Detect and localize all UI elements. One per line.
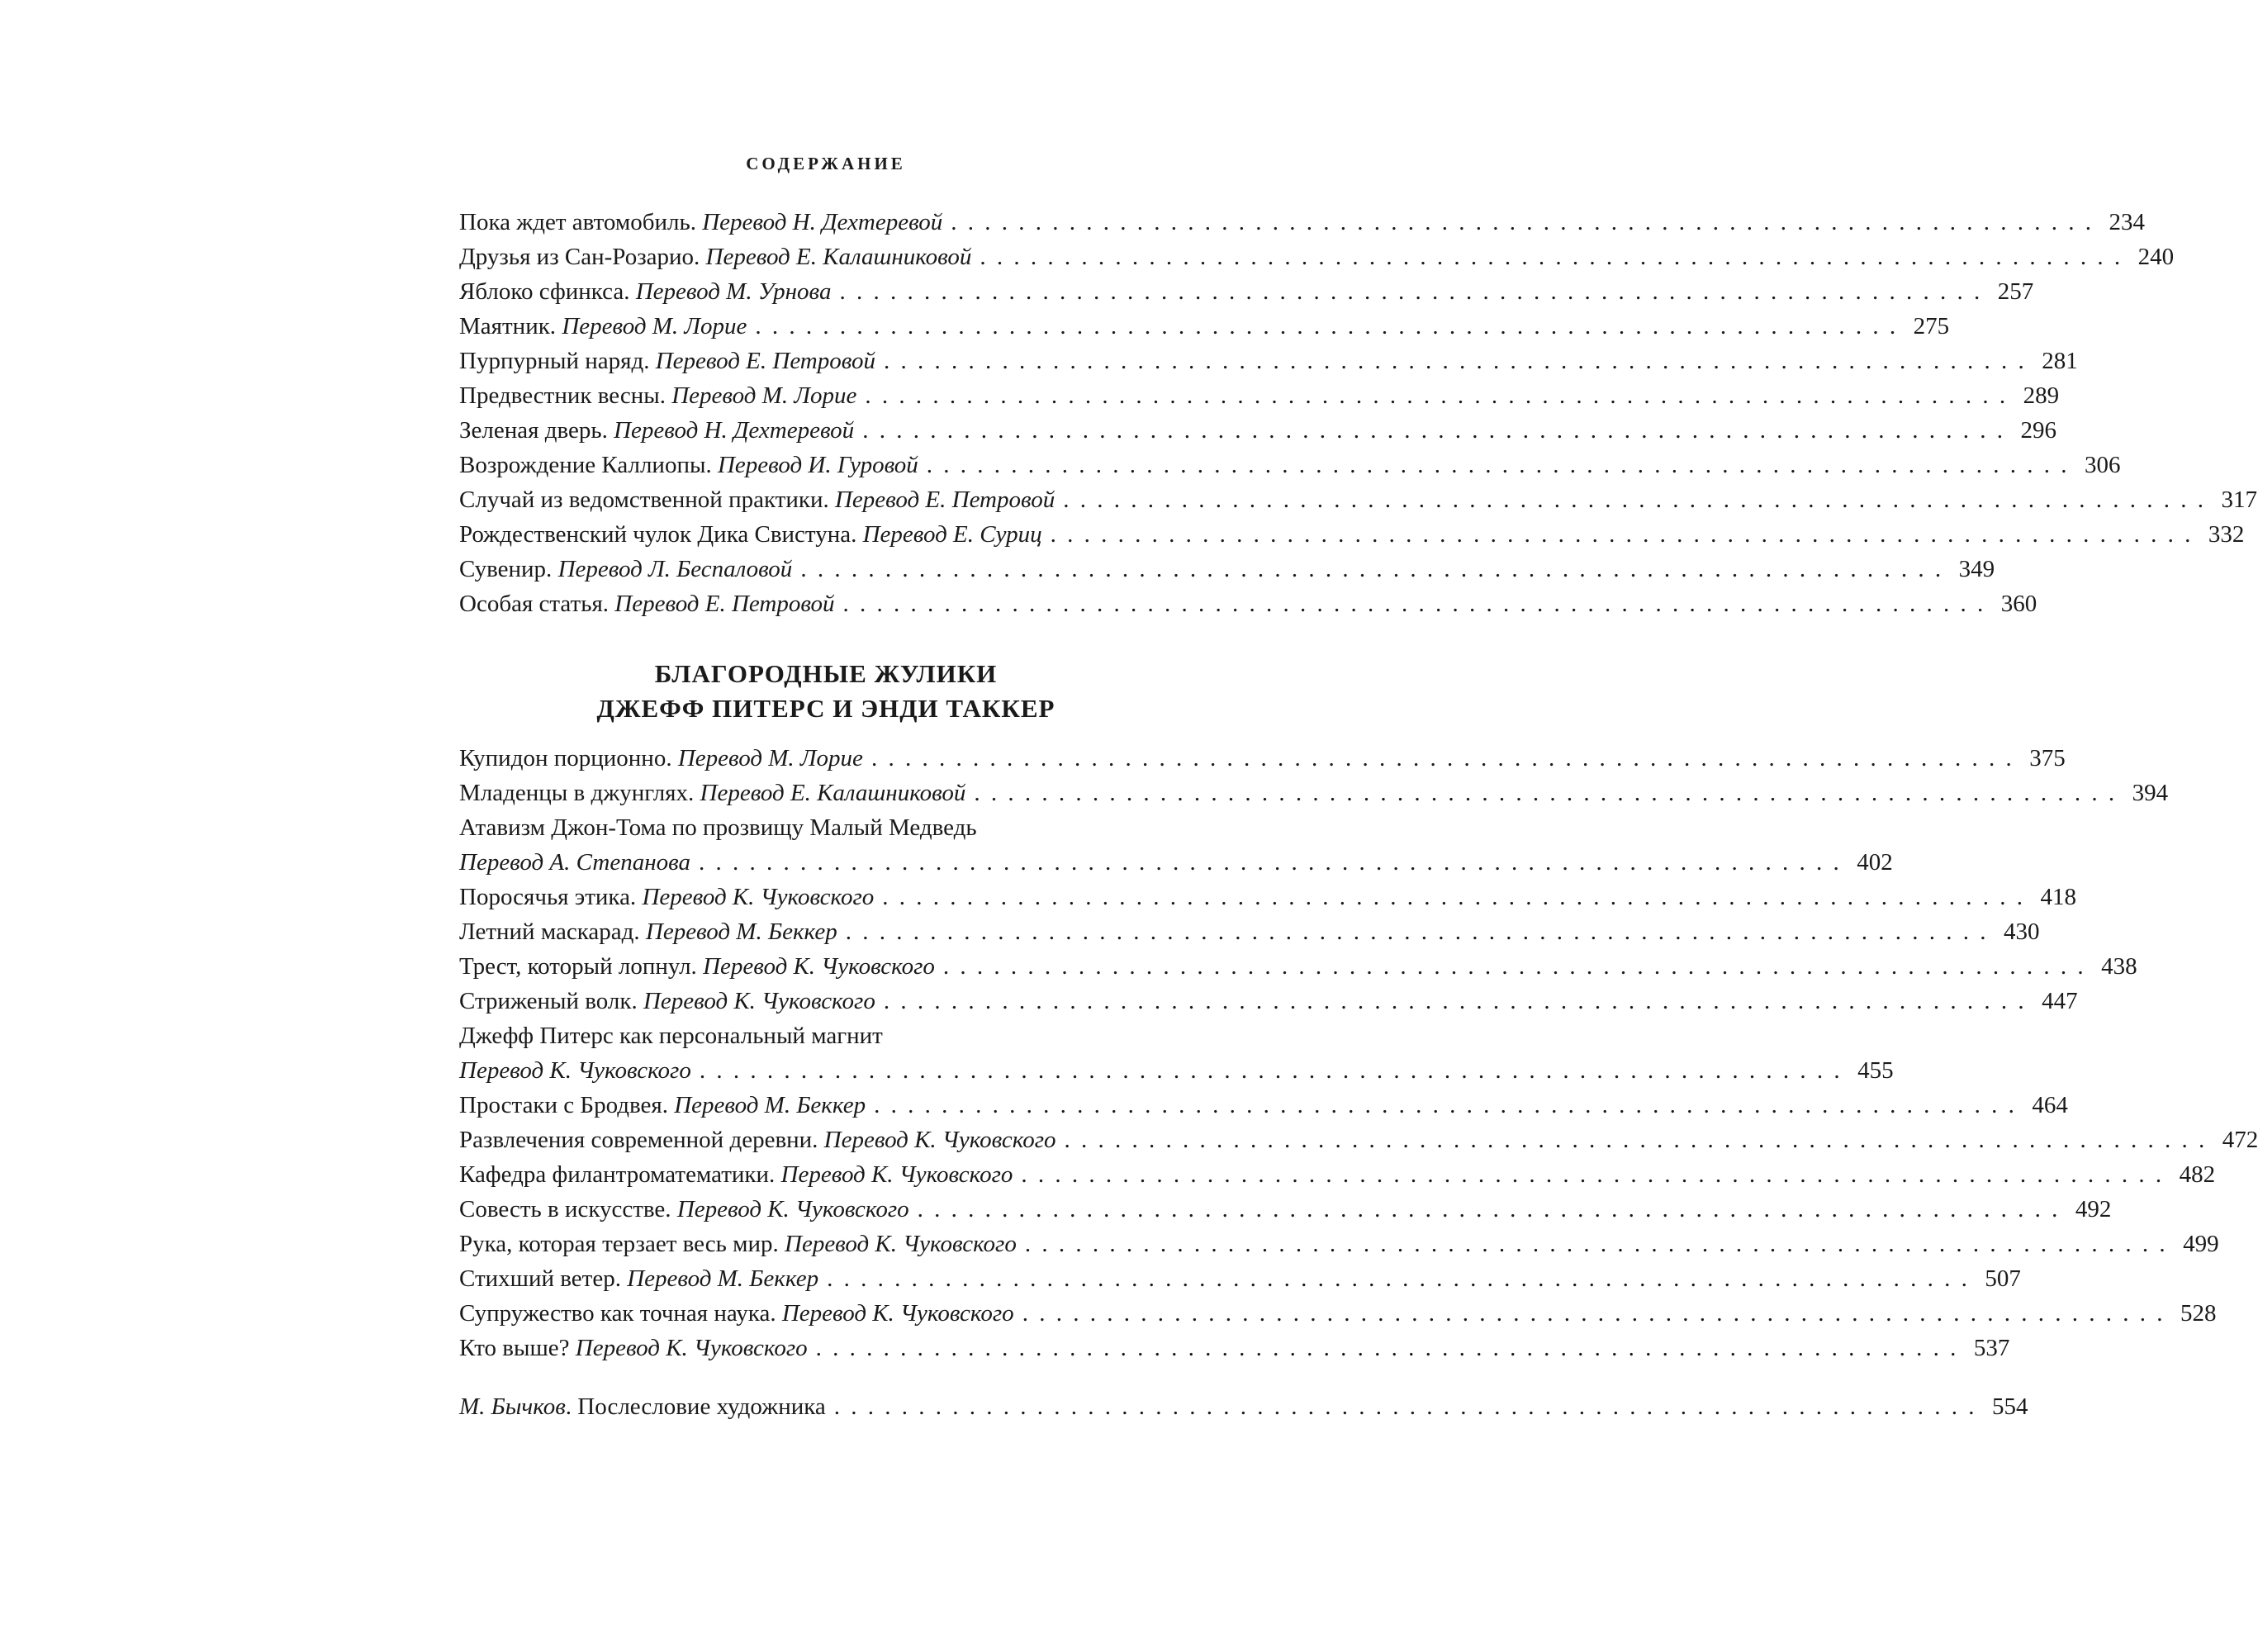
toc-entry [459, 205, 2146, 240]
entry-title: Особая статья. [459, 591, 610, 617]
entry-translator: Перевод К. Чуковского [676, 1196, 909, 1222]
entry-title: Купидон порционно. [459, 745, 672, 771]
entry-translator: Перевод К. Чуковского [642, 884, 875, 910]
entry-title: Сувенир. [459, 556, 553, 582]
entry-translator: Перевод Е. Суриц [862, 521, 1042, 548]
toc-entry [459, 741, 2066, 776]
toc-entry [459, 914, 2040, 949]
toc-entry [459, 776, 2169, 810]
toc-entry [459, 344, 2078, 378]
toc-entry-afterword [459, 1389, 2028, 1424]
entry-page: 234 [2109, 209, 2146, 235]
entry-title: Пурпурный наряд. [459, 348, 650, 374]
afterword-title: . Послесловие художника [565, 1393, 826, 1420]
leader-dots: . . . . . . . . . . . . . . . . . . . . . . . . . . . . . . . . . . . . . . . . . . . . . . . . . . . . . . . . . . . . . . . . . . . . [974, 780, 2118, 806]
entry-page: 296 [2020, 417, 2056, 444]
entry-title: Возрождение Каллиопы. [459, 452, 712, 478]
entry-translator: Перевод М. Урнова [635, 278, 832, 305]
entry-translator: Перевод Е. Петровой [655, 348, 875, 374]
toc-entry [459, 378, 2060, 413]
entry-title: Летний маскарад. [459, 919, 640, 945]
entry-translator: Перевод К. Чуковского [785, 1231, 1017, 1257]
toc-entry [459, 880, 2077, 914]
toc-entry [459, 1261, 2021, 1296]
section-heading-line-2: ДЖЕФФ ПИТЕРС И ЭНДИ ТАККЕР [596, 694, 1055, 723]
leader-dots: . . . . . . . . . . . . . . . . . . . . . . . . . . . . . . . . . . . . . . . . . . . . . . . . . . . . . . . . . . . . . . . . . . . . [1022, 1300, 2165, 1327]
entry-page: 537 [1973, 1335, 2010, 1361]
entry-page: 281 [2042, 348, 2078, 374]
toc-entry [459, 1053, 1894, 1088]
leader-dots: . . . . . . . . . . . . . . . . . . . . . . . . . . . . . . . . . . . . . . . . . . . . . . . . . . . . . . . . . . . . . . . . . . . . [800, 556, 1944, 582]
entry-page: 554 [1992, 1393, 2028, 1420]
entry-translator: Перевод А. Степанова [459, 849, 690, 876]
entry-page: 464 [2032, 1092, 2068, 1118]
entry-translator: Перевод Е. Петровой [834, 487, 1055, 513]
entry-title: Младенцы в джунглях. [459, 780, 695, 806]
leader-dots: . . . . . . . . . . . . . . . . . . . . . . . . . . . . . . . . . . . . . . . . . . . . . . . . . . . . . . . . . . . . . . . . . . . . [833, 1393, 1977, 1420]
entry-page: 472 [2222, 1127, 2258, 1153]
entry-title: Простаки с Бродвея. [459, 1092, 668, 1118]
entry-translator: Перевод Н. Дехтеревой [702, 209, 943, 235]
entry-translator: Перевод К. Чуковского [780, 1161, 1013, 1188]
leader-dots: . . . . . . . . . . . . . . . . . . . . . . . . . . . . . . . . . . . . . . . . . . . . . . . . . . . . . . . . . . . . . . . . . . . . [1021, 1161, 2165, 1188]
entry-page: 528 [2180, 1300, 2217, 1327]
toc-entry [459, 309, 1950, 344]
entry-page: 275 [1913, 313, 1950, 339]
entry-translator: Перевод М. Беккер [645, 919, 837, 945]
toc-entry [459, 845, 1893, 880]
entry-title: Кафедра филантроматематики. [459, 1161, 776, 1188]
entry-translator: Перевод Е. Петровой [614, 591, 835, 617]
leader-dots: . . . . . . . . . . . . . . . . . . . . . . . . . . . . . . . . . . . . . . . . . . . . . . . . . . . . . . . . . . . . . . . . . . . . [883, 348, 2027, 374]
toc-entry [459, 1331, 2010, 1365]
entry-translator: Перевод К. Чуковского [703, 953, 935, 980]
toc-entry [459, 482, 2257, 517]
entry-translator: Перевод К. Чуковского [823, 1127, 1056, 1153]
toc-entry [459, 586, 2037, 621]
toc-entry [459, 1088, 2068, 1123]
entry-page: 375 [2029, 745, 2066, 771]
entry-title: Рука, которая терзает весь мир. [459, 1231, 779, 1257]
entry-translator: Перевод К. Чуковского [781, 1300, 1014, 1327]
toc-entry-title-line [459, 810, 1262, 845]
toc-entry [459, 413, 2056, 448]
entry-page: 438 [2101, 953, 2137, 980]
entry-title: Кто выше? [459, 1335, 570, 1361]
entry-title: Развлечения современной деревни. [459, 1127, 818, 1153]
entry-title: Супружество как точная наука. [459, 1300, 776, 1327]
entry-page: 455 [1857, 1057, 1894, 1084]
leader-dots: . . . . . . . . . . . . . . . . . . . . . . . . . . . . . . . . . . . . . . . . . . . . . . . . . . . . . . . . . . . . . . . . . . . . [874, 1092, 2017, 1118]
entry-title: Поросячья этика. [459, 884, 637, 910]
toc-section-1 [459, 205, 2257, 621]
leader-dots: . . . . . . . . . . . . . . . . . . . . . . . . . . . . . . . . . . . . . . . . . . . . . . . . . . . . . . . . . . . . . . . . . . . . [926, 452, 2070, 478]
leader-dots: . . . . . . . . . . . . . . . . . . . . . . . . . . . . . . . . . . . . . . . . . . . . . . . . . . . . . . . . . . . . . . . . . . . . [980, 244, 2123, 270]
afterword-author: М. Бычков [459, 1393, 566, 1420]
entry-title: Предвестник весны. [459, 382, 666, 409]
entry-title: Рождественский чулок Дика Свистуна. [459, 521, 857, 548]
toc-entry [459, 1296, 2217, 1331]
entry-title: Трест, который лопнул. [459, 953, 697, 980]
section-heading [0, 657, 1652, 726]
entry-translator: Перевод И. Гуровой [717, 452, 918, 478]
entry-translator: Перевод М. Беккер [674, 1092, 866, 1118]
leader-dots: . . . . . . . . . . . . . . . . . . . . . . . . . . . . . . . . . . . . . . . . . . . . . . . . . . . . . . . . . . . . . . . . . . . . [839, 278, 1983, 305]
entry-page: 257 [1997, 278, 2034, 305]
entry-page: 507 [1985, 1265, 2021, 1292]
entry-page: 289 [2023, 382, 2060, 409]
entry-title: Зеленая дверь. [459, 417, 608, 444]
entry-translator: Перевод М. Лорие [671, 382, 857, 409]
leader-dots: . . . . . . . . . . . . . . . . . . . . . . . . . . . . . . . . . . . . . . . . . . . . . . . . . . . . . . . . . . . . . . . . . . . . [842, 591, 1986, 617]
leader-dots: . . . . . . . . . . . . . . . . . . . . . . . . . . . . . . . . . . . . . . . . . . . . . . . . . . . . . . . . . . . . . . . . . . . . [845, 919, 1989, 945]
entry-page: 492 [2075, 1196, 2112, 1222]
page-header: СОДЕРЖАНИЕ [746, 154, 906, 173]
toc-entry [459, 552, 1995, 586]
entry-title: Стихший ветер. [459, 1265, 621, 1292]
leader-dots: . . . . . . . . . . . . . . . . . . . . . . . . . . . . . . . . . . . . . . . . . . . . . . . . . . . . . . . . . . . . . . . . . . . . [951, 209, 2094, 235]
leader-dots: . . . . . . . . . . . . . . . . . . . . . . . . . . . . . . . . . . . . . . . . . . . . . . . . . . . . . . . . . . . . . . . . . . . . [865, 382, 2009, 409]
entry-page: 332 [2208, 521, 2245, 548]
toc-entry [459, 1192, 2112, 1227]
leader-dots: . . . . . . . . . . . . . . . . . . . . . . . . . . . . . . . . . . . . . . . . . . . . . . . . . . . . . . . . . . . . . . . . . . . . [755, 313, 1899, 339]
entry-translator: Перевод Е. Калашниковой [705, 244, 972, 270]
toc-entry [459, 1227, 2219, 1261]
leader-dots: . . . . . . . . . . . . . . . . . . . . . . . . . . . . . . . . . . . . . . . . . . . . . . . . . . . . . . . . . . . . . . . . . . . . [882, 884, 2026, 910]
leader-dots: . . . . . . . . . . . . . . . . . . . . . . . . . . . . . . . . . . . . . . . . . . . . . . . . . . . . . . . . . . . . . . . . . . . . [1063, 487, 2206, 513]
toc-entry [459, 517, 2245, 552]
entry-translator: Перевод М. Лорие [562, 313, 747, 339]
entry-title: Маятник. [459, 313, 557, 339]
toc-entry-title-line [459, 1018, 1262, 1053]
entry-translator: Перевод Л. Беспаловой [557, 556, 793, 582]
entry-translator: Перевод М. Лорие [677, 745, 863, 771]
entry-translator: Перевод К. Чуковского [643, 988, 875, 1014]
entry-title: Яблоко сфинкса. [459, 278, 630, 305]
leader-dots: . . . . . . . . . . . . . . . . . . . . . . . . . . . . . . . . . . . . . . . . . . . . . . . . . . . . . . . . . . . . . . . . . . . . [699, 1057, 1843, 1084]
entry-translator: Перевод К. Чуковского [575, 1335, 808, 1361]
entry-page: 430 [2003, 919, 2040, 945]
toc-entry [459, 984, 2078, 1018]
leader-dots: . . . . . . . . . . . . . . . . . . . . . . . . . . . . . . . . . . . . . . . . . . . . . . . . . . . . . . . . . . . . . . . . . . . . [862, 417, 2005, 444]
entry-title: Атавизм Джон-Тома по прозвищу Малый Медведь [459, 814, 977, 841]
entry-title: Совесть в искусстве. [459, 1196, 671, 1222]
leader-dots: . . . . . . . . . . . . . . . . . . . . . . . . . . . . . . . . . . . . . . . . . . . . . . . . . . . . . . . . . . . . . . . . . . . . [699, 849, 1842, 876]
leader-dots: . . . . . . . . . . . . . . . . . . . . . . . . . . . . . . . . . . . . . . . . . . . . . . . . . . . . . . . . . . . . . . . . . . . . [870, 745, 2014, 771]
section-heading-line-1: БЛАГОРОДНЫЕ ЖУЛИКИ [654, 659, 998, 688]
toc-entry [459, 949, 2137, 984]
leader-dots: . . . . . . . . . . . . . . . . . . . . . . . . . . . . . . . . . . . . . . . . . . . . . . . . . . . . . . . . . . . . . . . . . . . . [883, 988, 2027, 1014]
toc-entry [459, 448, 2121, 482]
leader-dots: . . . . . . . . . . . . . . . . . . . . . . . . . . . . . . . . . . . . . . . . . . . . . . . . . . . . . . . . . . . . . . . . . . . . [1064, 1127, 2208, 1153]
leader-dots: . . . . . . . . . . . . . . . . . . . . . . . . . . . . . . . . . . . . . . . . . . . . . . . . . . . . . . . . . . . . . . . . . . . . [1050, 521, 2194, 548]
leader-dots: . . . . . . . . . . . . . . . . . . . . . . . . . . . . . . . . . . . . . . . . . . . . . . . . . . . . . . . . . . . . . . . . . . . . [942, 953, 2086, 980]
entry-page: 402 [1857, 849, 1893, 876]
entry-page: 306 [2085, 452, 2121, 478]
entry-title: Джефф Питерс как персональный магнит [459, 1023, 883, 1049]
entry-page: 482 [2179, 1161, 2216, 1188]
entry-title: Стриженый волк. [459, 988, 638, 1014]
entry-translator: Перевод К. Чуковского [459, 1057, 691, 1084]
entry-translator: Перевод М. Беккер [627, 1265, 819, 1292]
entry-page: 349 [1958, 556, 1995, 582]
entry-page: 360 [2000, 591, 2037, 617]
entry-title: Случай из ведомственной практики. [459, 487, 829, 513]
entry-page: 499 [2183, 1231, 2219, 1257]
toc-entry [459, 1157, 2216, 1192]
entry-page: 240 [2137, 244, 2175, 270]
entry-title: Пока ждет автомобиль. [459, 209, 696, 235]
leader-dots: . . . . . . . . . . . . . . . . . . . . . . . . . . . . . . . . . . . . . . . . . . . . . . . . . . . . . . . . . . . . . . . . . . . . [827, 1265, 1970, 1292]
entry-page: 317 [2221, 487, 2257, 513]
entry-page: 418 [2040, 884, 2077, 910]
entry-translator: Перевод Н. Дехтеревой [614, 417, 855, 444]
toc-entry [459, 1123, 2258, 1157]
toc-entry [459, 240, 2175, 274]
entry-translator: Перевод Е. Калашниковой [700, 780, 966, 806]
entry-title: Друзья из Сан-Розарио. [459, 244, 700, 270]
entry-page: 394 [2132, 780, 2169, 806]
toc-afterword [459, 1389, 2028, 1424]
toc-section-2 [459, 741, 2258, 1365]
leader-dots: . . . . . . . . . . . . . . . . . . . . . . . . . . . . . . . . . . . . . . . . . . . . . . . . . . . . . . . . . . . . . . . . . . . . [917, 1196, 2061, 1222]
toc-entry [459, 274, 2034, 309]
leader-dots: . . . . . . . . . . . . . . . . . . . . . . . . . . . . . . . . . . . . . . . . . . . . . . . . . . . . . . . . . . . . . . . . . . . . [815, 1335, 1959, 1361]
leader-dots: . . . . . . . . . . . . . . . . . . . . . . . . . . . . . . . . . . . . . . . . . . . . . . . . . . . . . . . . . . . . . . . . . . . . [1024, 1231, 2168, 1257]
entry-page: 447 [2042, 988, 2078, 1014]
